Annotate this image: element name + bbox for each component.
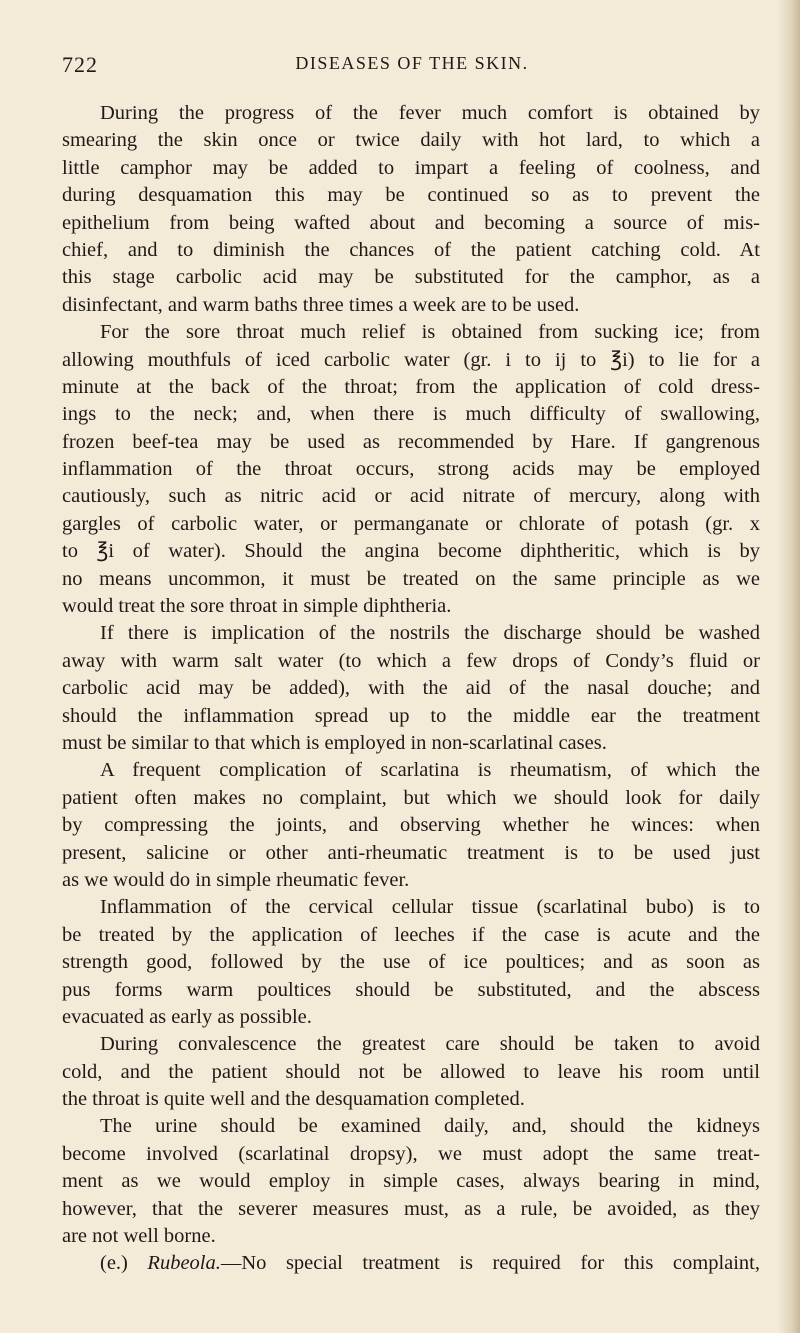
text-line: ment as we would employ in simple cases, always bearing in mind, <box>62 1170 760 1193</box>
text-line: to ℥i of water). Should the angina become diphtheritic, which is by <box>62 540 760 563</box>
text-line: during desquamation this may be continued so as to prevent the <box>62 184 760 207</box>
text-line: allowing mouthfuls of iced carbolic water (gr. i to ij to ℥i) to lie for a <box>62 348 760 371</box>
text-line: minute at the back of the throat; from the application of cold dress- <box>62 375 760 398</box>
text-line: strength good, followed by the use of ice poultices; and as soon as <box>62 951 760 974</box>
text-line: cold, and the patient should not be allowed to leave his room until <box>62 1060 760 1083</box>
text-line: this stage carbolic acid may be substituted for the camphor, as a <box>62 266 760 289</box>
text-line: by compressing the joints, and observing whether he winces: when <box>62 814 760 837</box>
text-line: must be similar to that which is employed in non-scarlatinal cases. <box>62 731 607 754</box>
section-label: (e.) <box>100 1252 128 1275</box>
text-line: patient often makes no complaint, but which we should look for daily <box>62 786 760 809</box>
text-line: epithelium from being wafted about and becoming a source of mis- <box>62 211 760 234</box>
rubeola-line <box>62 1250 760 1277</box>
text-line: be treated by the application of leeches if the case is acute and the <box>62 923 760 946</box>
text-line: the throat is quite well and the desquamation completed. <box>62 1088 525 1111</box>
running-head <box>62 52 762 82</box>
text-line: become involved (scarlatinal dropsy), we must adopt the same treat- <box>62 1142 760 1165</box>
text-line: During convalescence the greatest care should be taken to avoid <box>100 1033 760 1056</box>
text-line: carbolic acid may be added), with the aid of the nasal douche; and <box>62 677 760 700</box>
text-line: cautiously, such as nitric acid or acid nitrate of mercury, along with <box>62 485 760 508</box>
text-line: chief, and to diminish the chances of the patient catching cold. At <box>62 238 760 261</box>
text-line: disinfectant, and warm baths three times a week are to be used. <box>62 293 580 316</box>
text-line: During the progress of the fever much comfort is obtained by <box>100 102 760 124</box>
text-line: A frequent complication of scarlatina is rheumatism, of which the <box>100 759 760 782</box>
text-line: frozen beef-tea may be used as recommended by Hare. If gangrenous <box>62 430 760 453</box>
section-heading: Rubeola. <box>147 1252 221 1275</box>
text-line: smearing the skin once or twice daily with hot lard, to which a <box>62 129 760 152</box>
text-line: ings to the neck; and, when there is much difficulty of swallowing, <box>62 403 760 426</box>
body-text <box>62 100 760 1278</box>
text-line: Inflammation of the cervical cellular tissue (scarlatinal bubo) is to <box>100 896 760 919</box>
text-line: The urine should be examined daily, and, should the kidneys <box>100 1115 760 1138</box>
text-line: If there is implication of the nostrils the discharge should be washed <box>100 622 760 645</box>
page-number: 722 <box>62 52 98 77</box>
text-line: however, that the severer measures must, as a rule, be avoided, as they <box>62 1197 760 1220</box>
text-line: no means uncommon, it must be treated on the same principle as we <box>62 567 760 590</box>
page-edge-shadow <box>778 0 800 1333</box>
section-text: —No special treatment is required for this complaint, <box>220 1252 760 1275</box>
running-head-title: DISEASES OF THE SKIN. <box>295 53 529 73</box>
text-line: as we would do in simple rheumatic fever. <box>62 868 410 891</box>
text-line: away with warm salt water (to which a few drops of Condy’s fluid or <box>62 649 760 672</box>
text-line: present, salicine or other anti-rheumatic treatment is to be used just <box>62 841 760 864</box>
text-line: should the inflammation spread up to the middle ear the treatment <box>62 704 760 727</box>
text-line: For the sore throat much relief is obtained from sucking ice; from <box>100 321 760 344</box>
text-line: gargles of carbolic water, or permanganate or chlorate of potash (gr. x <box>62 512 760 535</box>
text-line: evacuated as early as possible. <box>62 1005 312 1028</box>
text-line: are not well borne. <box>62 1225 216 1248</box>
text-line: little camphor may be added to impart a feeling of coolness, and <box>62 156 760 179</box>
text-line: would treat the sore throat in simple diphtheria. <box>62 595 452 618</box>
text-line: pus forms warm poultices should be substituted, and the abscess <box>62 978 760 1001</box>
text-line: inflammation of the throat occurs, strong acids may be employed <box>62 458 760 481</box>
